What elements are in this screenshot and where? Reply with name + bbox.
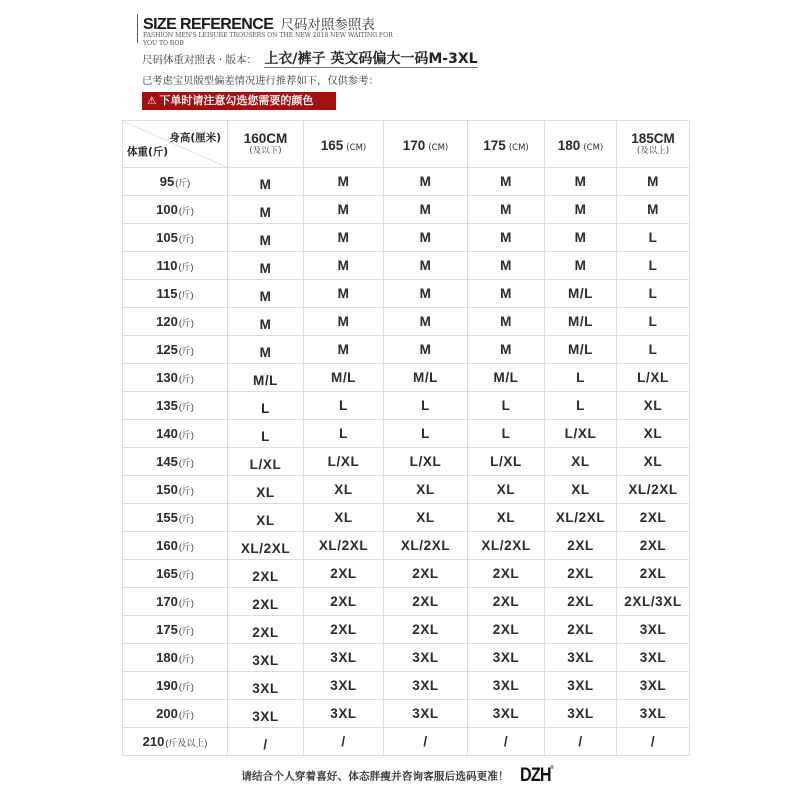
size-cell: L/XL xyxy=(304,448,384,476)
footer-advice-text: 请结合个人穿着喜好、体态胖瘦并咨询客服后选码更准！ xyxy=(241,770,509,783)
size-cell: 2XL xyxy=(617,560,690,588)
size-cell: L xyxy=(384,392,468,420)
header-subtitle: FASHION MEN'S LEISURE TROUSERS ON THE NEW 2018 NEW WAITING FOR YOU TO ROB xyxy=(143,32,393,47)
size-cell: 3XL xyxy=(384,644,468,672)
table-row xyxy=(123,644,690,672)
size-cell: 3XL xyxy=(617,616,690,644)
table-header-row xyxy=(123,121,690,168)
size-cell: L xyxy=(545,392,617,420)
size-cell: XL/2XL xyxy=(545,504,617,532)
weight-cell: 145(斤) xyxy=(123,448,228,476)
size-cell: XL/2XL xyxy=(384,532,468,560)
warning-text: 下单时请注意勾选您需要的颜色 xyxy=(159,94,314,107)
weight-axis-label: 体重(斤) xyxy=(127,146,169,158)
size-cell: M xyxy=(384,196,468,224)
size-cell: XL xyxy=(468,504,545,532)
size-cell: 3XL xyxy=(545,644,617,672)
size-cell: 3XL xyxy=(617,644,690,672)
color-warning-banner xyxy=(142,92,336,110)
size-cell: L xyxy=(228,392,304,420)
size-cell: M xyxy=(384,252,468,280)
size-cell: XL xyxy=(384,476,468,504)
size-cell: M xyxy=(228,308,304,336)
size-cell: M/L xyxy=(545,336,617,364)
size-cell: XL xyxy=(617,392,690,420)
size-cell: M xyxy=(228,168,304,196)
size-cell: M xyxy=(304,280,384,308)
size-cell: 2XL xyxy=(545,588,617,616)
size-cell: M xyxy=(545,224,617,252)
table-row xyxy=(123,252,690,280)
table-row xyxy=(123,336,690,364)
weight-cell: 95(斤) xyxy=(123,168,228,196)
height-column-header: 170 (CM) xyxy=(384,121,468,168)
size-cell: 3XL xyxy=(617,672,690,700)
weight-cell: 100(斤) xyxy=(123,196,228,224)
brand-logo: DZH® xyxy=(519,765,553,786)
size-cell: M xyxy=(304,308,384,336)
size-cell: XL xyxy=(228,476,304,504)
weight-cell: 210(斤及以上) xyxy=(123,728,228,756)
size-cell: L xyxy=(384,420,468,448)
height-axis-label: 身高(厘米) xyxy=(169,132,221,144)
size-cell: L/XL xyxy=(384,448,468,476)
size-cell: M xyxy=(545,168,617,196)
size-cell: L xyxy=(617,308,690,336)
weight-cell: 170(斤) xyxy=(123,588,228,616)
weight-cell: 110(斤) xyxy=(123,252,228,280)
table-row xyxy=(123,364,690,392)
size-cell: M xyxy=(468,168,545,196)
table-row xyxy=(123,532,690,560)
table-row xyxy=(123,196,690,224)
size-cell: M xyxy=(545,252,617,280)
size-chart-table xyxy=(122,120,690,756)
size-cell: 3XL xyxy=(384,672,468,700)
size-cell: XL xyxy=(304,504,384,532)
size-cell: M xyxy=(384,168,468,196)
size-cell: L xyxy=(617,252,690,280)
size-cell: L xyxy=(617,280,690,308)
size-cell: XL xyxy=(545,448,617,476)
size-cell: / xyxy=(545,728,617,756)
weight-cell: 155(斤) xyxy=(123,504,228,532)
size-cell: M xyxy=(468,308,545,336)
table-row xyxy=(123,168,690,196)
size-cell: M xyxy=(304,168,384,196)
size-cell: L xyxy=(617,336,690,364)
size-cell: XL xyxy=(304,476,384,504)
table-row xyxy=(123,280,690,308)
height-column-header: 165 (CM) xyxy=(304,121,384,168)
weight-cell: 130(斤) xyxy=(123,364,228,392)
size-cell: 3XL xyxy=(304,700,384,728)
size-cell: M xyxy=(304,336,384,364)
weight-cell: 150(斤) xyxy=(123,476,228,504)
height-column-header: 185CM (及以上) xyxy=(617,121,690,168)
size-cell: 2XL/3XL xyxy=(617,588,690,616)
size-cell: 2XL xyxy=(384,560,468,588)
size-cell: / xyxy=(384,728,468,756)
height-column-header: 175 (CM) xyxy=(468,121,545,168)
size-cell: 3XL xyxy=(468,672,545,700)
size-cell: 2XL xyxy=(545,532,617,560)
size-cell: 2XL xyxy=(304,588,384,616)
table-row xyxy=(123,504,690,532)
size-cell: M xyxy=(468,224,545,252)
size-cell: M xyxy=(228,336,304,364)
size-cell: M/L xyxy=(228,364,304,392)
table-row xyxy=(123,224,690,252)
weight-cell: 165(斤) xyxy=(123,560,228,588)
weight-cell: 190(斤) xyxy=(123,672,228,700)
size-cell: 2XL xyxy=(617,532,690,560)
size-cell: L/XL xyxy=(228,448,304,476)
size-cell: M xyxy=(617,196,690,224)
size-cell: 2XL xyxy=(228,616,304,644)
size-cell: M xyxy=(228,224,304,252)
weight-cell: 135(斤) xyxy=(123,392,228,420)
size-cell: 3XL xyxy=(468,644,545,672)
warning-icon: ⚠ xyxy=(147,95,157,107)
size-cell: M xyxy=(468,280,545,308)
title-chinese: 尺码对照参照表 xyxy=(280,17,375,33)
size-cell: M/L xyxy=(545,308,617,336)
size-cell: XL xyxy=(228,504,304,532)
size-cell: 3XL xyxy=(304,644,384,672)
footer xyxy=(0,765,800,787)
size-cell: 2XL xyxy=(228,588,304,616)
size-cell: 2XL xyxy=(228,560,304,588)
size-cell: / xyxy=(617,728,690,756)
size-cell: M xyxy=(228,196,304,224)
size-cell: 2XL xyxy=(545,560,617,588)
table-row xyxy=(123,588,690,616)
table-row xyxy=(123,560,690,588)
size-cell: XL/2XL xyxy=(228,532,304,560)
size-cell: M xyxy=(617,168,690,196)
table-row xyxy=(123,392,690,420)
size-cell: M/L xyxy=(545,280,617,308)
weight-cell: 200(斤) xyxy=(123,700,228,728)
size-cell: M/L xyxy=(384,364,468,392)
size-cell: 3XL xyxy=(304,672,384,700)
size-cell: XL xyxy=(384,504,468,532)
size-cell: 2XL xyxy=(617,504,690,532)
table-row xyxy=(123,420,690,448)
size-cell: M xyxy=(304,224,384,252)
size-cell: 3XL xyxy=(545,672,617,700)
weight-cell: 105(斤) xyxy=(123,224,228,252)
size-cell: 2XL xyxy=(304,616,384,644)
size-cell: 2XL xyxy=(468,588,545,616)
size-cell: L/XL xyxy=(468,448,545,476)
size-cell: XL xyxy=(617,448,690,476)
weight-cell: 125(斤) xyxy=(123,336,228,364)
page-title xyxy=(143,13,375,34)
size-cell: M/L xyxy=(468,364,545,392)
table-row xyxy=(123,448,690,476)
header-accent-bar xyxy=(137,14,138,43)
size-cell: M xyxy=(228,280,304,308)
size-cell: L xyxy=(304,420,384,448)
size-cell: 2XL xyxy=(468,560,545,588)
title-english: SIZE REFERENCE xyxy=(143,16,274,33)
weight-cell: 160(斤) xyxy=(123,532,228,560)
size-cell: L xyxy=(228,420,304,448)
table-row xyxy=(123,700,690,728)
size-cell: M xyxy=(384,224,468,252)
weight-cell: 115(斤) xyxy=(123,280,228,308)
size-cell: M xyxy=(304,196,384,224)
table-row xyxy=(123,672,690,700)
size-cell: 3XL xyxy=(228,644,304,672)
size-cell: 3XL xyxy=(617,700,690,728)
height-column-header: 160CM (及以下) xyxy=(228,121,304,168)
weight-cell: 140(斤) xyxy=(123,420,228,448)
size-cell: M xyxy=(468,252,545,280)
weight-cell: 180(斤) xyxy=(123,644,228,672)
size-cell: 3XL xyxy=(228,672,304,700)
size-cell: XL/2XL xyxy=(304,532,384,560)
size-cell: 3XL xyxy=(228,700,304,728)
size-cell: / xyxy=(228,728,304,756)
version-value: 上衣/裤子 英文码偏大一码M-3XL xyxy=(264,51,478,67)
size-cell: M xyxy=(468,196,545,224)
size-cell: M xyxy=(228,252,304,280)
size-cell: M/L xyxy=(304,364,384,392)
size-table-body xyxy=(123,168,690,756)
size-cell: XL/2XL xyxy=(468,532,545,560)
size-cell: 2XL xyxy=(545,616,617,644)
size-cell: L xyxy=(617,224,690,252)
table-row xyxy=(123,616,690,644)
size-cell: 2XL xyxy=(384,616,468,644)
size-cell: XL/2XL xyxy=(617,476,690,504)
size-cell: M xyxy=(384,336,468,364)
size-cell: 2XL xyxy=(468,616,545,644)
size-cell: L xyxy=(468,420,545,448)
table-row xyxy=(123,728,690,756)
weight-cell: 120(斤) xyxy=(123,308,228,336)
height-column-header: 180 (CM) xyxy=(545,121,617,168)
size-cell: M xyxy=(384,280,468,308)
version-line xyxy=(142,52,478,68)
size-cell: 3XL xyxy=(545,700,617,728)
size-cell: 2XL xyxy=(384,588,468,616)
size-cell: XL xyxy=(468,476,545,504)
recommendation-note: 已考虑宝贝版型偏差情况进行推荐如下，仅供参考： xyxy=(142,75,379,87)
size-cell: M xyxy=(304,252,384,280)
size-cell: L xyxy=(545,364,617,392)
size-cell: M xyxy=(468,336,545,364)
size-cell: 3XL xyxy=(384,700,468,728)
weight-cell: 175(斤) xyxy=(123,616,228,644)
size-cell: XL xyxy=(617,420,690,448)
size-cell: / xyxy=(304,728,384,756)
size-cell: L/XL xyxy=(617,364,690,392)
table-row xyxy=(123,476,690,504)
version-label: 尺码体重对照表 · 版本： xyxy=(142,54,258,66)
corner-header-cell xyxy=(123,121,228,168)
size-cell: 3XL xyxy=(468,700,545,728)
size-cell: 2XL xyxy=(304,560,384,588)
size-cell: / xyxy=(468,728,545,756)
size-cell: M xyxy=(545,196,617,224)
size-cell: L/XL xyxy=(545,420,617,448)
size-cell: L xyxy=(468,392,545,420)
size-cell: M xyxy=(384,308,468,336)
table-row xyxy=(123,308,690,336)
size-cell: L xyxy=(304,392,384,420)
size-cell: XL xyxy=(545,476,617,504)
